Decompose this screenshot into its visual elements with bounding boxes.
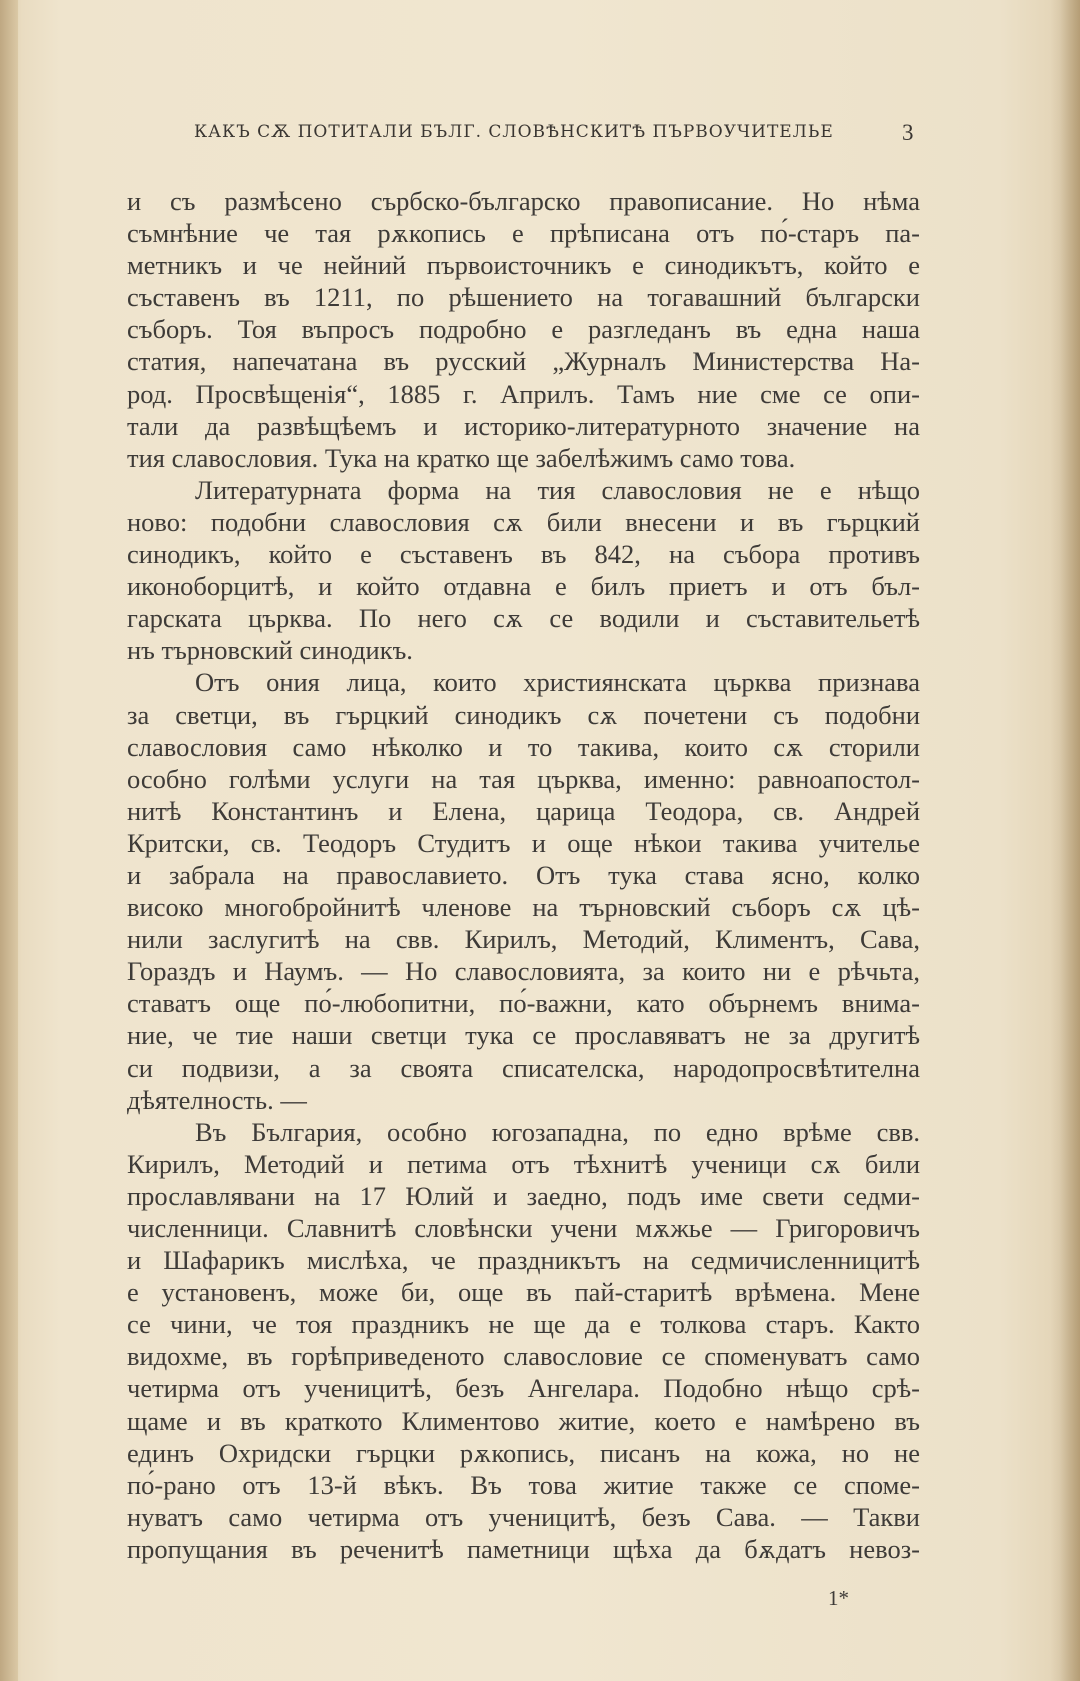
text-line: и забрала на православието. Отъ тука става ясно, колко — [127, 859, 920, 890]
text-line: гарската църква. По него сѫ се водили и съставительетѣ — [127, 603, 920, 634]
paragraph-3 — [127, 666, 920, 1115]
text-line: прославлявани на 17 Юлий и заедно, подъ име свети седми- — [127, 1180, 920, 1211]
text-line: ставатъ още по́-любопитни, по́-важни, като обърнемъ внима- — [127, 988, 920, 1019]
text-line: Въ България, особно югозападна, по едно врѣме свв. — [195, 1116, 920, 1147]
text-line: метникъ и че нейний първоисточникъ е синодикътъ, който е — [127, 250, 920, 281]
text-line: видохме, въ горѣприведеното славословие се споменуватъ само — [127, 1341, 920, 1372]
text-line: единъ Охридски гърцки рѫкопись, писанъ на кожа, но не — [127, 1437, 920, 1468]
text-line: синодикъ, който е съставенъ въ 842, на събора противъ — [127, 539, 920, 570]
text-line: тали да развѣщѣемъ и историко-литературното значение на — [127, 410, 920, 441]
text-line: и съ размѣсено сърбско-българско правописание. Но нѣма — [127, 186, 920, 216]
paragraph-1 — [127, 185, 920, 474]
text-line: тия славословия. Тука на кратко ще забелѣжимъ само това. — [127, 442, 796, 473]
text-line: четирма отъ ученицитѣ, безъ Ангелара. Подобно нѣщо срѣ- — [127, 1373, 920, 1404]
text-line: Литературната форма на тия славословия не е нѣщо — [195, 474, 920, 505]
text-line: особно голѣми услуги на тая църква, именно: равноапостол- — [127, 763, 920, 794]
text-line: ново: подобни славословия сѫ били внесени и въ гърцкий — [127, 506, 920, 537]
text-line: високо многобройнитѣ членове на търновский съборъ сѫ цѣ- — [127, 892, 920, 923]
text-line: е установенъ, може би, още въ пай-старитѣ врѣмена. Мене — [127, 1277, 920, 1308]
text-line: численници. Славнитѣ словѣнски учени мѫжье — Григоровичъ — [127, 1213, 920, 1243]
text-line: си подвизи, а за своята списателска, народопросвѣтителна — [127, 1052, 920, 1083]
text-line: ние, че тие наши светци тука се прославяватъ не за другитѣ — [127, 1020, 920, 1051]
text-line: Критски, св. Теодоръ Студитъ и още нѣкои такива учительe — [127, 827, 920, 858]
text-line: Отъ ония лица, които християнската църква признава — [195, 667, 920, 698]
text-line: щаме и въ краткото Климентово житие, което е намѣрено въ — [127, 1405, 920, 1436]
text-line: Гораздъ и Наумъ. — Но славословията, за които ни е рѣчьта, — [127, 956, 920, 987]
text-line: пропущания въ реченитѣ паметници щѣха да бѫдатъ невоз- — [127, 1533, 920, 1564]
text-line: за светци, въ гърцкий синодикъ сѫ почетени съ подобни — [127, 699, 920, 730]
paragraph-4 — [127, 1116, 920, 1565]
text-line: по́-рано отъ 13-й вѣкъ. Въ това житие также се споме- — [127, 1469, 920, 1500]
text-line: нъ търновский синодикъ. — [127, 635, 413, 666]
body-text — [127, 185, 920, 1565]
text-line: съборъ. Тоя въпросъ подробно е разгледанъ въ една наша — [127, 314, 920, 345]
text-line: се чини, че тоя праздникъ не ще да е толкова старъ. Както — [127, 1309, 920, 1340]
text-line: нитѣ Константинъ и Елена, царица Теодора, св. Андрей — [127, 795, 920, 826]
text-line: съмнѣние че тая рѫкопись е прѣписана отъ по́-старъ па- — [127, 218, 920, 249]
text-line: род. Просвѣщенія“, 1885 г. Априлъ. Тамъ ние сме се опи- — [127, 378, 920, 409]
text-line: славословия само нѣколко и то такива, които сѫ сторили — [127, 731, 920, 762]
text-line: иконоборцитѣ, и който отдавна е билъ приетъ и отъ бъл- — [127, 571, 920, 602]
text-line: статия, напечатана въ русский „Журналъ Министерства На- — [127, 346, 920, 377]
text-line: съставенъ въ 1211, по рѣшението на тогавашний български — [127, 282, 920, 313]
text-line: нуватъ само четирма отъ ученицитѣ, безъ Сава. — Такви — [127, 1501, 920, 1532]
running-head-title: КАКЪ СѪ ПОТИТАЛИ БЪЛГ. СЛОВѢНСКИТѢ ПЪРВОУЧИТЕЛЬЕ — [194, 122, 834, 142]
page-number: 3 — [902, 120, 914, 145]
paragraph-2 — [127, 474, 920, 667]
text-line: и Шафарикъ мислѣха, че праздникътъ на седмичисленницитѣ — [127, 1245, 920, 1276]
signature-mark: 1* — [828, 1586, 849, 1610]
text-line: нили заслугитѣ на свв. Кирилъ, Методий, Климентъ, Сава, — [127, 924, 920, 955]
text-line: Кирилъ, Методий и петима отъ тѣхнитѣ ученици сѫ били — [127, 1148, 920, 1179]
text-line: дѣятелность. — — [127, 1084, 307, 1115]
